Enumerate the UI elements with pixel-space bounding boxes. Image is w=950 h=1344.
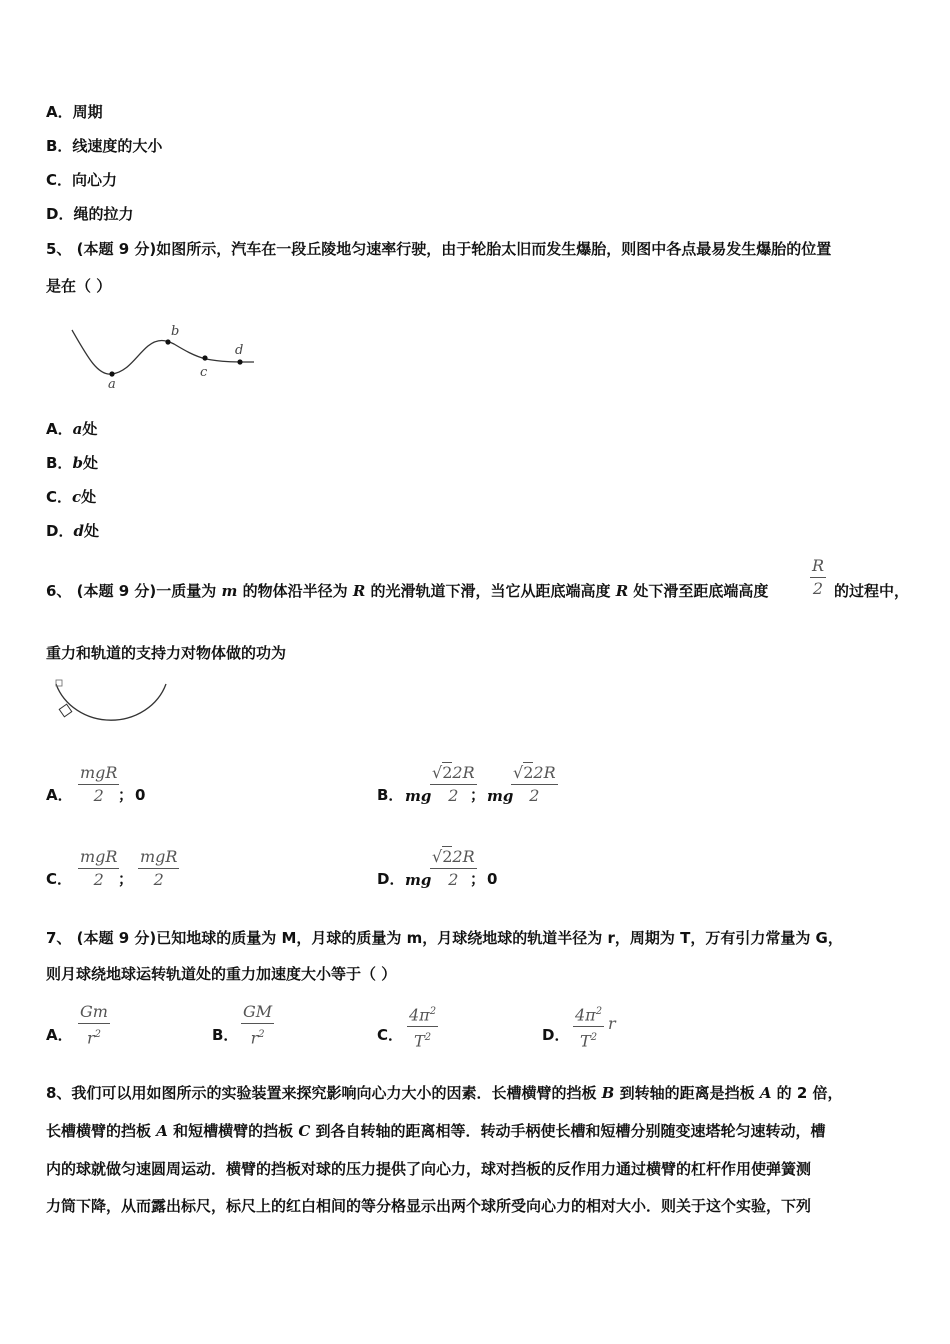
q6-option-d-value: 0 — [487, 870, 498, 888]
q6-stem-line1: 6、 (本题 9 分)一质量为 m 的物体沿半径为 R 的光滑轨道下滑，当它从距底端高度 R 处下滑至距底端高度 — [46, 582, 769, 600]
q7-stem-line1: 7、 (本题 9 分)已知地球的质量为 M，月球的质量为 m，月球绕地球的轨道半径为 r，周期为 T，万有引力常量为 G， — [46, 929, 843, 947]
q5-option-d: D．d处 — [46, 522, 99, 540]
q6-option-d-label: D． — [377, 870, 405, 888]
q8-stem-line1: 8、我们可以用如图所示的实验装置来探究影响向心力大小的因素．长槽横臂的挡板 B 到转轴的距离是挡板 A 的 2 倍， — [46, 1084, 843, 1102]
q5-option-a: A．a处 — [46, 420, 98, 438]
track-figure — [50, 678, 175, 740]
q6-option-a-label: A． — [46, 786, 73, 804]
q6-option-c-sep: ； — [118, 870, 134, 888]
q7-option-d-label: D． — [542, 1026, 570, 1044]
q6-stem-tail: 的过程中， — [834, 582, 910, 600]
hill-road-figure — [66, 318, 266, 393]
q7-option-b-label: B． — [212, 1026, 239, 1044]
point-a — [109, 371, 114, 376]
q7-stem-line2: 则月球绕地球运转轨道处的重力加速度大小等于（ ） — [46, 965, 397, 983]
q7-option-a-label: A． — [46, 1026, 73, 1044]
q7-option-c-label: C． — [377, 1026, 404, 1044]
q6-option-b-frac1: √22R 2 — [432, 763, 475, 805]
q4-option-d: D．绳的拉力 — [46, 205, 134, 223]
q4-option-a: A．周期 — [46, 103, 103, 121]
q6-option-a-frac: mgR 2 — [80, 763, 118, 805]
q6-option-d-mg: mg — [405, 871, 432, 889]
q7-option-a-frac: Gm $r^2$ — [80, 1002, 108, 1048]
q6-option-c-label: C． — [46, 870, 73, 888]
q5-stem-line1: 5、 (本题 9 分)如图所示，汽车在一段丘陵地匀速率行驶，由于轮胎太旧而发生爆胎，则图中各点最易发生爆胎的位置 — [46, 240, 832, 258]
q6-option-d-sep: ； — [470, 870, 486, 888]
point-d — [237, 359, 242, 364]
q4-option-c: C．向心力 — [46, 171, 118, 189]
q6-stem-line2: 重力和轨道的支持力对物体做的功为 — [46, 644, 287, 662]
q6-option-a-sep: ； — [118, 786, 134, 804]
q6-option-b-mg2: mg — [487, 787, 514, 805]
q6-option-d-frac: √22R 2 — [432, 847, 475, 889]
q4-option-b: B．线速度的大小 — [46, 137, 163, 155]
q7-option-b-frac: GM $r^2$ — [243, 1002, 273, 1048]
q6-option-b-mg1: mg — [405, 787, 432, 805]
q6-option-b-frac2: √22R 2 — [513, 763, 556, 805]
point-c — [202, 355, 207, 360]
q7-option-d-r: r — [608, 1014, 616, 1033]
q7-option-d-frac: $4\pi^2$ $T^2$ — [575, 1005, 603, 1051]
q5-stem-line2: 是在（ ） — [46, 277, 112, 295]
q5-option-b: B．b处 — [46, 454, 98, 472]
label-d: d — [235, 343, 244, 358]
q6-frac-r-over-2: R 2 — [812, 556, 825, 598]
label-b: b — [171, 324, 180, 339]
q8-stem-line4: 力筒下降，从而露出标尺，标尺上的红白相间的等分格显示出两个球所受向心力的相对大小．则关于这个实验，下列 — [46, 1197, 812, 1215]
q8-stem-line2: 长槽横臂的挡板 A 和短槽横臂的挡板 C 到各自转轴的距离相等．转动手柄使长槽和短槽分别随变速塔轮匀速转动，槽 — [46, 1122, 826, 1140]
label-a: a — [108, 377, 116, 392]
point-b — [165, 339, 170, 344]
q8-stem-line3: 内的球就做匀速圆周运动．横臂的挡板对球的压力提供了向心力，球对挡板的反作用力通过横臂的杠杆作用使弹簧测 — [46, 1160, 812, 1178]
q6-option-c-frac1: mgR 2 — [80, 847, 118, 889]
label-c: c — [200, 365, 208, 380]
q6-option-c-frac2: mgR 2 — [140, 847, 178, 889]
block-on-track — [59, 704, 72, 717]
q7-option-c-frac: $4\pi^2$ $T^2$ — [409, 1005, 437, 1051]
q5-option-c: C．c处 — [46, 488, 97, 506]
q6-option-a-value: 0 — [135, 786, 146, 804]
q6-option-b-sep: ； — [470, 786, 486, 804]
q6-option-b-label: B． — [377, 786, 404, 804]
